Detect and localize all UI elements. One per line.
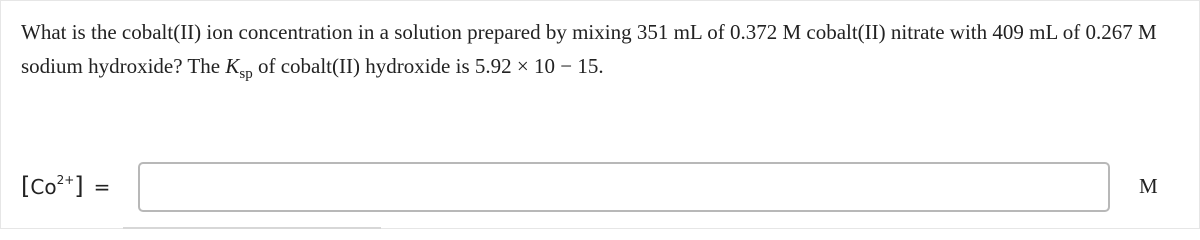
label-close-bracket: ]: [74, 172, 84, 200]
question-text-before: What is the cobalt(II) ion concentration in a solution prepared by mixing 351 mL of 0.372 M cobalt(II) nitrate with 409 mL of 0.267 M sodium hydroxide? The: [21, 20, 1157, 78]
divider: [123, 227, 381, 229]
concentration-answer-input[interactable]: [138, 162, 1110, 212]
question-text-after: of cobalt(II) hydroxide is 5.92 × 10 − 15.: [252, 54, 604, 78]
cobalt-ion-concentration-label: [21, 172, 110, 200]
label-open-bracket: [: [21, 172, 31, 200]
ksp-symbol: K: [225, 54, 240, 78]
equals-sign: =: [93, 175, 111, 199]
unit-label: M: [1139, 174, 1158, 198]
ksp-subscript: sp: [239, 66, 253, 82]
label-charge: 2+: [56, 173, 75, 188]
question-text: [21, 15, 1181, 86]
label-ion: Co: [30, 175, 57, 199]
